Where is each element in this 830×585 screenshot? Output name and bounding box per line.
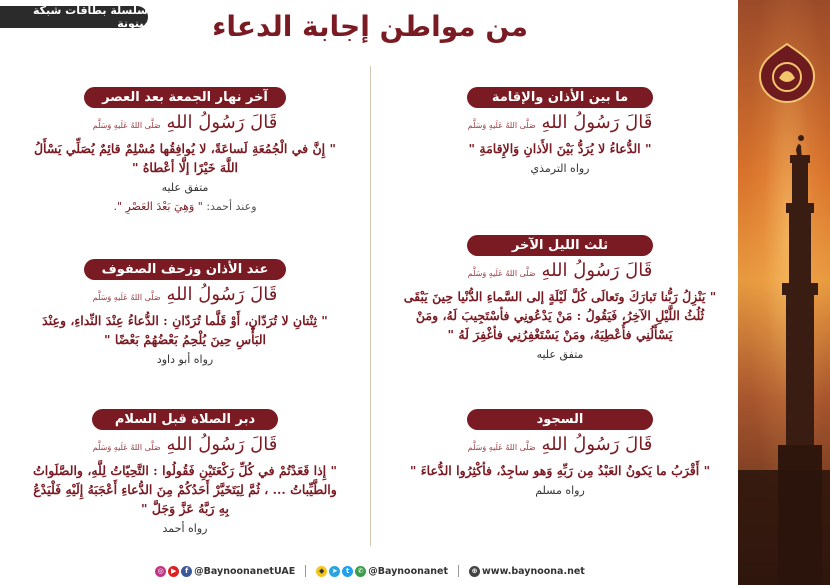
hadith-source: رواه أبو داود: [156, 353, 214, 366]
hadith-text: " إِنَّ في الْجُمُعَةِ لَساعَةً، لا يُوافِقُها مُسْلِمٌ قائِمٌ يُصَلِّي يَسْأَلُ اللَّهَ خَيْرًا إلَّا أعْطاهُ ": [33, 141, 337, 175]
ahmad-note: وعند أحمد: " وَهِيَ بَعْدَ العَصْرِ ".: [113, 200, 257, 213]
series-label: سلسلة بطاقات شبكة بينونة: [32, 4, 148, 30]
series-band: [0, 6, 148, 28]
hadith-source: رواه مسلم: [535, 484, 585, 497]
prophet-said: قَالَ رَسُولُ اللهِ صَلَّى اللهُ عَلَيهِ وَسَلَّم: [467, 260, 653, 281]
prophet-said: قَالَ رَسُولُ اللهِ صَلَّى اللهُ عَلَيهِ وَسَلَّم: [467, 112, 653, 133]
hadith-text: " يَنْزِلُ رَبُّنا تَبارَكَ وتَعالَى كُلَّ لَيْلَةٍ إلى السَّماءِ الدُّنْيا حِينَ يَبْقَى ثُلُثُ اللَّيْلِ الآخِرُ، فَيَقُولُ : مَنْ يَدْعُونِي فأسْتَجِيبَ لَهُ، ومَنْ يَسْأَلُنِي فأُعْطِيَهُ، ومَنْ يَسْتَغْفِرُنِي فأغْفِرَ لَهُ ": [403, 289, 717, 342]
sunset-panel: [738, 0, 830, 585]
website-link[interactable]: [469, 566, 585, 577]
hadith-source: متفق عليه: [161, 181, 209, 194]
instagram-icon: ◎: [155, 566, 166, 577]
telegram-icon: ➤: [329, 566, 340, 577]
section-adhan-battle: [20, 258, 350, 366]
section-last-third-night: [395, 234, 725, 361]
hadith-source: رواه الترمذي: [530, 162, 590, 175]
prophet-said: قَالَ رَسُولُ اللهِ صَلَّى اللهُ عَلَيهِ وَسَلَّم: [92, 434, 278, 455]
facebook-icon: f: [181, 566, 192, 577]
hadith-source: رواه أحمد: [162, 522, 208, 535]
social-footer: [0, 562, 740, 580]
section-sujud: [395, 408, 725, 497]
section-title: دبر الصلاة قبل السلام: [92, 409, 278, 430]
social-group-uae[interactable]: [155, 566, 295, 577]
section-title: آخر نهار الجمعة بعد العصر: [84, 87, 286, 108]
whatsapp-icon: ✆: [355, 566, 366, 577]
hadith-text: " إِذا قَعَدْتُمْ في كُلِّ رَكْعَتَيْنِ فَقُولُوا : التَّحِيّاتُ لِلَّهِ، والصَّلَواتُ والطَّيِّباتُ ... ، ثُمَّ لِيَتَخَيَّرْ أَحَدُكُمْ مِنَ الدُّعاءِ أَعْجَبَهُ إِلَيْهِ فَلْيَدْعُ بِهِ رَبَّهُ عَزَّ وَجَلَّ ": [32, 463, 338, 516]
youtube-icon: ▶: [168, 566, 179, 577]
hadith-text: " الدُّعاءُ لا يُرَدُّ بَيْنَ الأَذانِ وَالإِقامَةِ ": [468, 141, 652, 156]
hadith-text: " ثِنْتانِ لا تُرَدّانِ، أَوْ قَلَّما تُرَدّانِ : الدُّعاءُ عِنْدَ النِّداءِ، وعِنْدَ البَأْسِ حِينَ يُلْحِمُ بَعْضُهُمْ بَعْضًا ": [42, 313, 328, 347]
handle-main: @Baynoonanet: [368, 565, 449, 577]
section-friday-asr: [20, 86, 350, 213]
section-title: السجود: [467, 409, 653, 430]
hadith-source: متفق عليه: [536, 348, 584, 361]
column-divider: [370, 66, 371, 546]
section-before-salam: [20, 408, 350, 535]
social-group-main[interactable]: [316, 566, 448, 577]
handle-uae: @BaynoonanetUAE: [194, 565, 296, 577]
prophet-said: قَالَ رَسُولُ اللهِ صَلَّى اللهُ عَلَيهِ وَسَلَّم: [467, 434, 653, 455]
section-adhan-iqama: [395, 86, 725, 175]
footer-separator: [305, 565, 306, 577]
section-title: ثلث الليل الآخر: [467, 235, 653, 256]
logo-emblem-icon: [758, 42, 816, 104]
hadith-text: " أَقْرَبُ ما يَكونُ العَبْدُ مِن رَبِّهِ وَهو ساجِدٌ، فأكْثِرُوا الدُّعاءَ ": [409, 463, 711, 478]
website-url: www.baynoona.net: [482, 565, 585, 577]
page-title: من مواطن إجابة الدعاء: [212, 10, 528, 43]
prophet-said: قَالَ رَسُولُ اللهِ صَلَّى اللهُ عَلَيهِ وَسَلَّم: [92, 112, 278, 133]
twitter-icon: t: [342, 566, 353, 577]
prophet-said: قَالَ رَسُولُ اللهِ صَلَّى اللهُ عَلَيهِ وَسَلَّم: [92, 284, 278, 305]
section-title: ما بين الأذان والإقامة: [467, 87, 653, 108]
snapchat-icon: ◆: [316, 566, 327, 577]
web-icon: ⊕: [469, 566, 480, 577]
section-title: عند الأذان وزحف الصفوف: [84, 259, 287, 280]
footer-separator: [458, 565, 459, 577]
